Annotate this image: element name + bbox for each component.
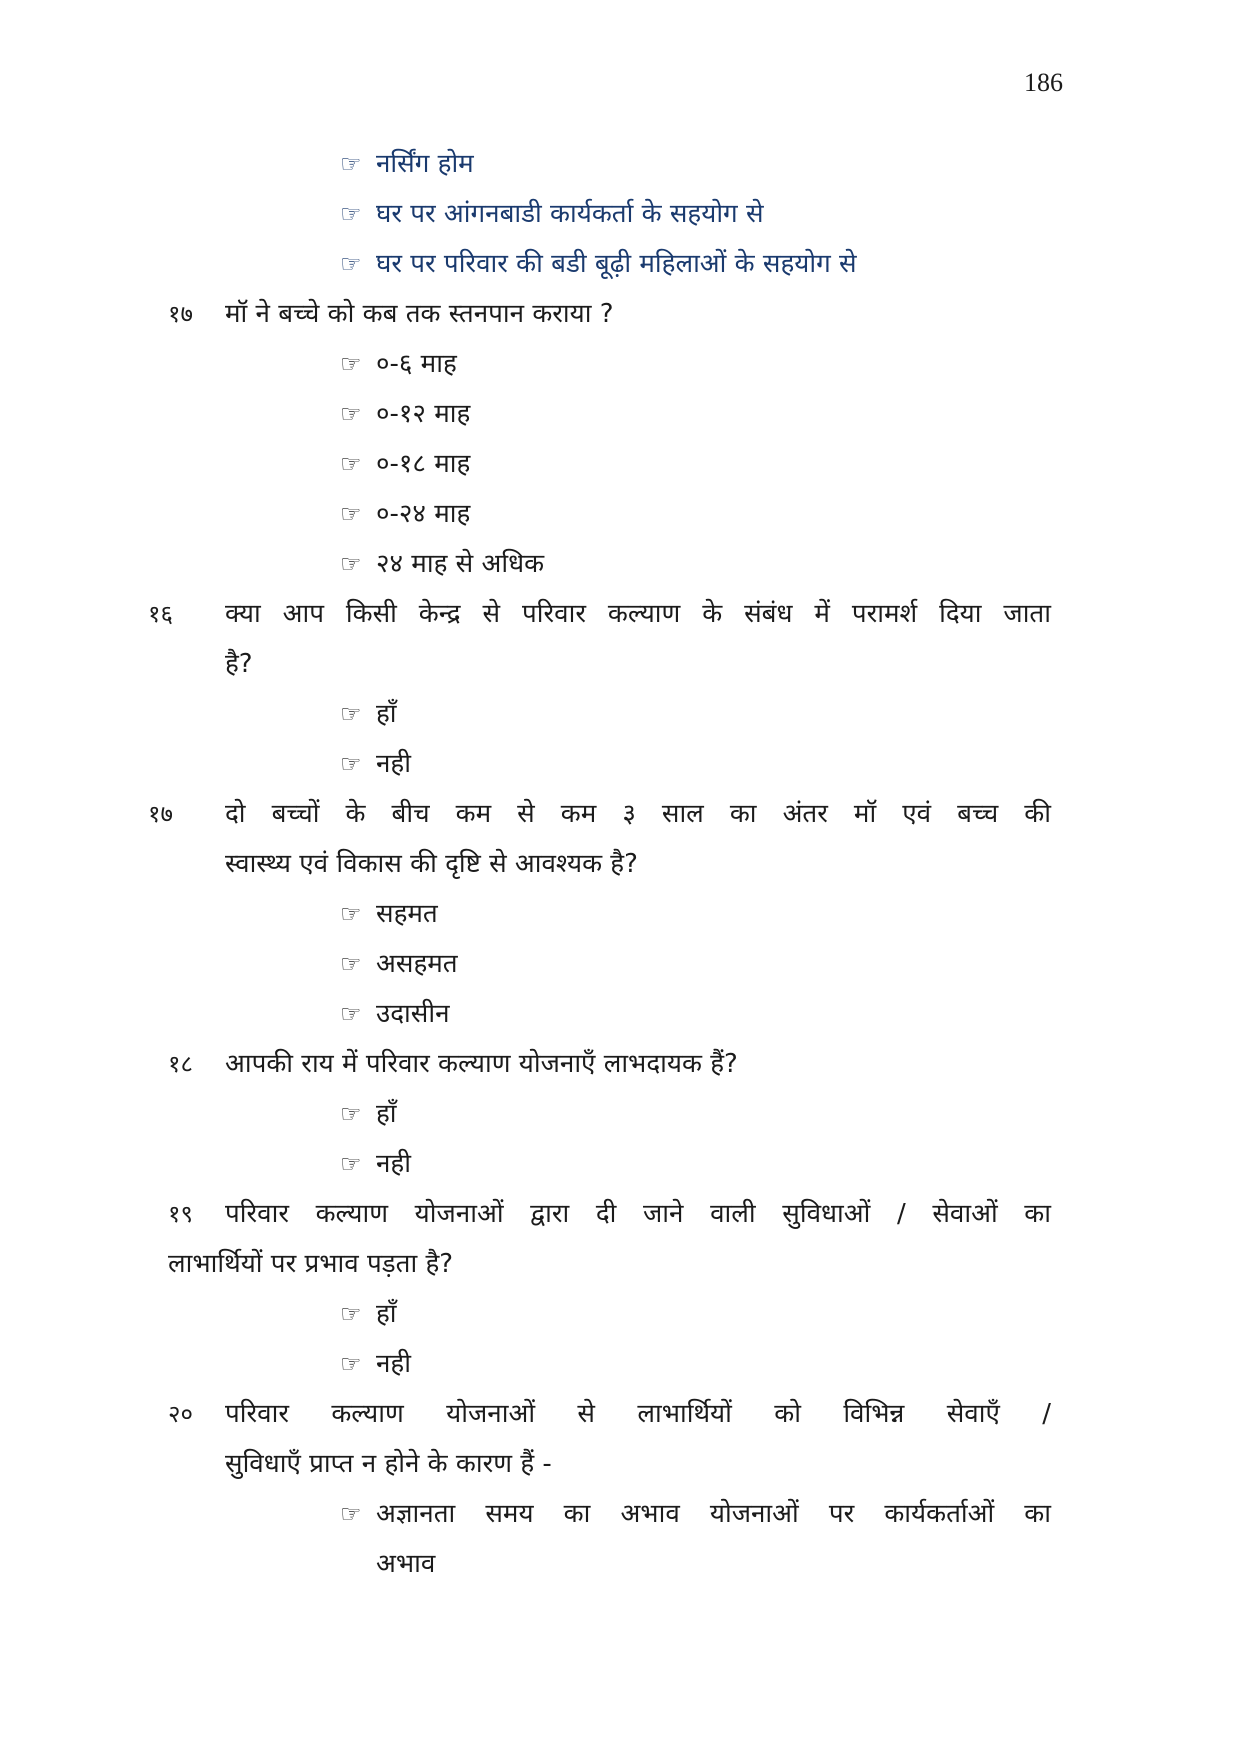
option-item (340, 1144, 411, 1184)
option-item (340, 994, 450, 1034)
option-item (340, 944, 458, 984)
question-number: १७ (168, 300, 193, 328)
option-item (340, 544, 544, 584)
pointing-hand-icon: ☞ (340, 1150, 362, 1178)
pointing-hand-icon: ☞ (340, 1300, 362, 1328)
option-label: ०-१८ माह (376, 449, 471, 479)
pointing-hand-icon: ☞ (340, 700, 362, 728)
question-text: स्वास्थ्य एवं विकास की दृष्टि से आवश्यक है? (225, 849, 638, 879)
question-text: परिवार कल्याण योजनाओं से लाभार्थियों को विभिन्न सेवाएँ / (225, 1399, 1051, 1429)
question-text: क्या आप किसी केन्द्र से परिवार कल्याण के संबंध में परामर्श दिया जाता (225, 599, 1051, 629)
option-label: सहमत (376, 899, 438, 929)
pointing-hand-icon: ☞ (340, 1350, 362, 1378)
question-text: लाभार्थियों पर प्रभाव पड़ता है? (168, 1249, 454, 1279)
pointing-hand-icon: ☞ (340, 400, 362, 428)
option-item (340, 194, 764, 234)
option-label: घर पर आंगनबाडी कार्यकर्ता के सहयोग से (376, 199, 764, 229)
question-number: २० (168, 1400, 193, 1428)
option-label: घर पर परिवार की बडी बूढ़ी महिलाओं के सहयोग से (376, 249, 857, 279)
option-label: ०-१२ माह (376, 399, 471, 429)
question-text: सुविधाएँ प्राप्त न होने के कारण हैं - (225, 1449, 552, 1479)
option-label: नही (376, 749, 411, 779)
option-label-continued: अभाव (376, 1549, 436, 1579)
pointing-hand-icon: ☞ (340, 450, 362, 478)
pointing-hand-icon: ☞ (340, 350, 362, 378)
option-label: ०-६ माह (376, 349, 457, 379)
option-item (340, 1494, 1051, 1534)
option-label: हाँ (376, 699, 397, 729)
question-text: परिवार कल्याण योजनाओं द्वारा दी जाने वाली सुविधाओं / सेवाओं का (225, 1199, 1051, 1229)
pointing-hand-icon: ☞ (340, 1500, 362, 1528)
option-label: ०-२४ माह (376, 499, 471, 529)
pointing-hand-icon: ☞ (340, 950, 362, 978)
pointing-hand-icon: ☞ (340, 900, 362, 928)
option-item (340, 244, 857, 284)
question-text: आपकी राय में परिवार कल्याण योजनाएँ लाभदायक हैं? (225, 1049, 738, 1079)
pointing-hand-icon: ☞ (340, 150, 362, 178)
option-item (340, 1294, 397, 1334)
pointing-hand-icon: ☞ (340, 1100, 362, 1128)
pointing-hand-icon: ☞ (340, 550, 362, 578)
pointing-hand-icon: ☞ (340, 200, 362, 228)
option-item (340, 1094, 397, 1134)
option-item (340, 344, 457, 384)
option-label: २४ माह से अधिक (376, 549, 545, 579)
pointing-hand-icon: ☞ (340, 750, 362, 778)
option-item (340, 444, 470, 484)
question-text: है? (225, 649, 253, 679)
option-label: हाँ (376, 1299, 397, 1329)
option-item (340, 744, 411, 784)
option-label: उदासीन (376, 999, 450, 1029)
question-text: मॉ ने बच्चे को कब तक स्तनपान कराया ? (225, 299, 614, 329)
option-label: अज्ञानता समय का अभाव योजनाओं पर कार्यकर्ताओं का (376, 1499, 1051, 1529)
pointing-hand-icon: ☞ (340, 500, 362, 528)
pointing-hand-icon: ☞ (340, 250, 362, 278)
question-number: १६ (148, 600, 173, 628)
option-item (340, 694, 397, 734)
question-text: दो बच्चों के बीच कम से कम ३ साल का अंतर मॉ एवं बच्च की (225, 799, 1051, 829)
option-label: हाँ (376, 1099, 397, 1129)
option-item (340, 894, 438, 934)
page-number: 186 (1024, 68, 1063, 97)
option-label: नर्सिंग होम (376, 149, 474, 179)
pointing-hand-icon: ☞ (340, 1000, 362, 1028)
option-item (340, 1344, 411, 1384)
option-item (340, 494, 470, 534)
question-number: १७ (148, 800, 173, 828)
question-number: १८ (168, 1050, 193, 1078)
option-label: नही (376, 1349, 411, 1379)
option-item (340, 394, 470, 434)
option-item (340, 144, 474, 184)
option-label: नही (376, 1149, 411, 1179)
option-label: असहमत (376, 949, 458, 979)
question-number: १९ (168, 1200, 193, 1228)
